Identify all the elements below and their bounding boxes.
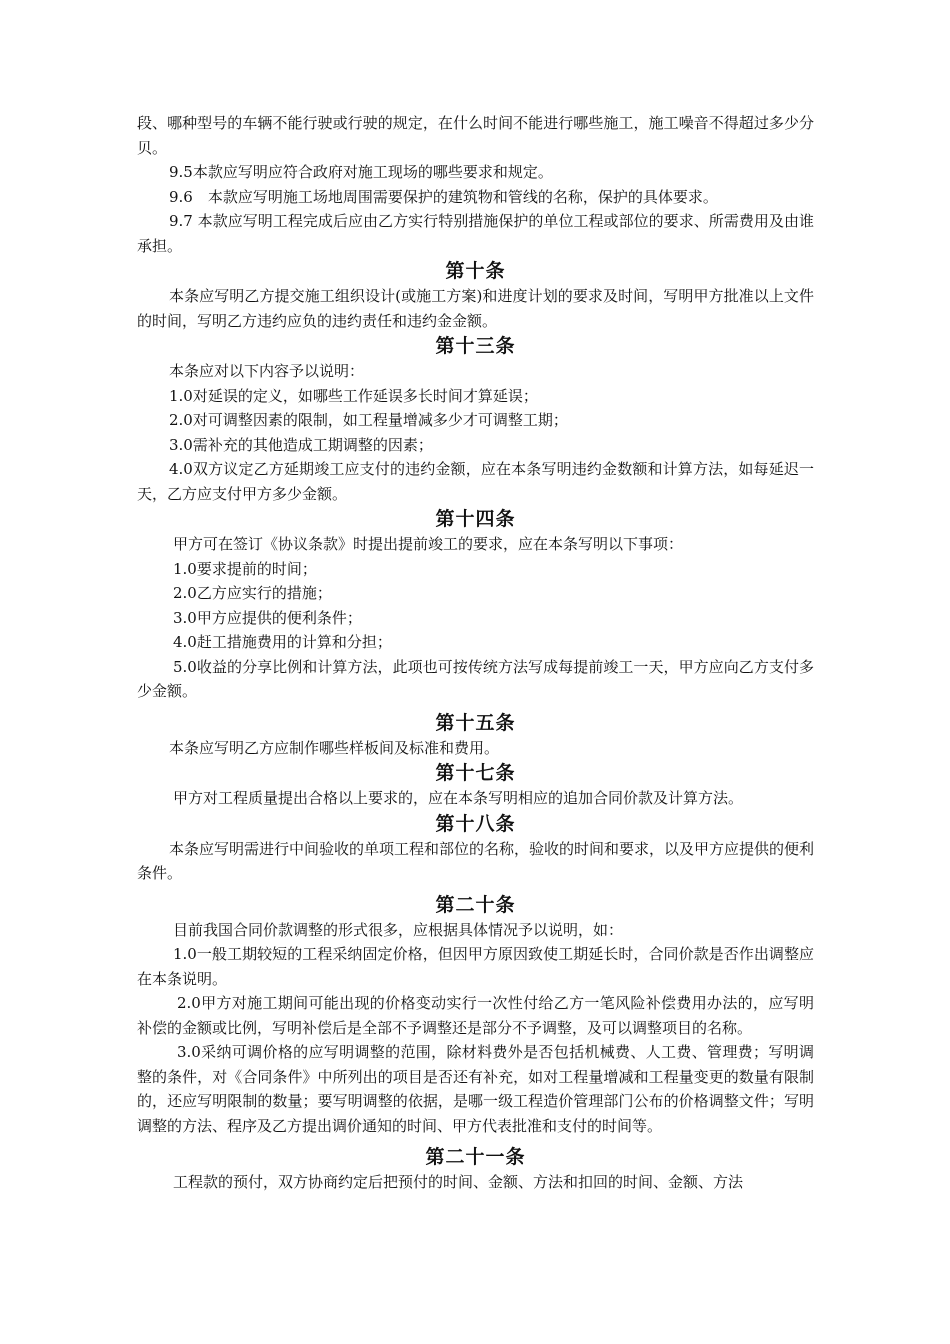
paragraph: 4.0双方议定乙方延期竣工应支付的违约金额，应在本条写明违约金数额和计算方法，如每延迟一天，乙方应支付甲方多少金额。 [137,460,814,503]
paragraph: 3.0甲方应提供的便利条件； [173,608,362,627]
paragraph: 甲方可在签订《协议条款》时提出提前竣工的要求，应在本条写明以下事项： [173,535,684,553]
article-heading: 第二十一条 [425,1146,526,1168]
paragraph: 工程款的预付，双方协商约定后把预付的时间、金额、方法和扣回的时间、金额、方法 [173,1173,744,1191]
paragraph: 9.6 本款应写明施工场地周围需要保护的建筑物和管线的名称，保护的具体要求。 [169,187,718,206]
paragraph: 甲方对工程质量提出合格以上要求的，应在本条写明相应的追加合同价款及计算方法。 [173,789,744,807]
article-heading: 第二十条 [435,893,516,916]
paragraph: 2.0乙方应实行的措施； [173,584,332,602]
article-heading: 第十七条 [435,762,516,784]
paragraph: 1.0一般工期较短的工程采纳固定价格，但因甲方原因致使工期延长时，合同价款是否作出调整应在本条说明。 [137,945,814,988]
paragraph: 4.0赶工措施费用的计算和分担； [173,633,392,651]
article-heading: 第十三条 [435,335,516,357]
paragraph: 本条应写明需进行中间验收的单项工程和部位的名称，验收的时间和要求，以及甲方应提供的便利条件。 [137,839,815,882]
paragraph: 1.0对延误的定义，如哪些工作延误多长时间才算延误； [169,386,538,405]
article-heading: 第十五条 [435,711,516,734]
document-page [137,111,814,1195]
paragraph: 目前我国合同价款调整的形式很多，应根据具体情况予以说明，如： [173,920,624,939]
paragraph: 1.0要求提前的时间； [173,559,317,578]
article-heading: 第十条 [445,260,506,282]
paragraph: 本条应写明乙方提交施工组织设计(或施工方案)和进度计划的要求及时间，写明甲方批准以上文件的时间，写明乙方违约应负的违约责任和违约金金额。 [137,287,814,330]
paragraph: 9.7 本款应写明工程完成后应由乙方实行特别措施保护的单位工程或部位的要求、所需费用及由谁承担。 [137,212,814,255]
paragraph: 2.0对可调整因素的限制，如工程量增减多少才可调整工期； [169,411,568,429]
article-heading: 第十四条 [435,508,516,530]
paragraph: 3.0采纳可调价格的应写明调整的范围，除材料费外是否包括机械费、人工费、管理费；写明调整的条件，对《合同条件》中所列出的项目是否还有补充，如对工程量增减和工程量变更的数量有限制的，还应写明限制的数量；要写明调整的依据，是哪一级工程造价管理部门公布的价格调整文件；写明调整的方法、程序及乙方提出调价通知的时间、甲方代表批准和支付的时间等。 [137,1043,814,1135]
paragraph: 本条应写明乙方应制作哪些样板间及标准和费用。 [169,738,500,757]
paragraph: 5.0收益的分享比例和计算方法，此项也可按传统方法写成每提前竣工一天，甲方应向乙方支付多少金额。 [137,657,814,700]
paragraph: 2.0甲方对施工期间可能出现的价格变动实行一次性付给乙方一笔风险补偿费用办法的，应写明补偿的金额或比例，写明补偿后是全部不予调整还是部分不予调整，及可以调整项目的名称。 [137,994,814,1037]
article-heading: 第十八条 [435,812,516,835]
paragraph: 9.5本款应写明应符合政府对施工现场的哪些要求和规定。 [169,163,553,181]
paragraph: 本条应对以下内容予以说明： [169,362,365,380]
paragraph: 段、哪种型号的车辆不能行驶或行驶的规定，在什么时间不能进行哪些施工，施工噪音不得超过多少分贝。 [137,114,814,157]
paragraph: 3.0需补充的其他造成工期调整的因素； [169,435,433,454]
